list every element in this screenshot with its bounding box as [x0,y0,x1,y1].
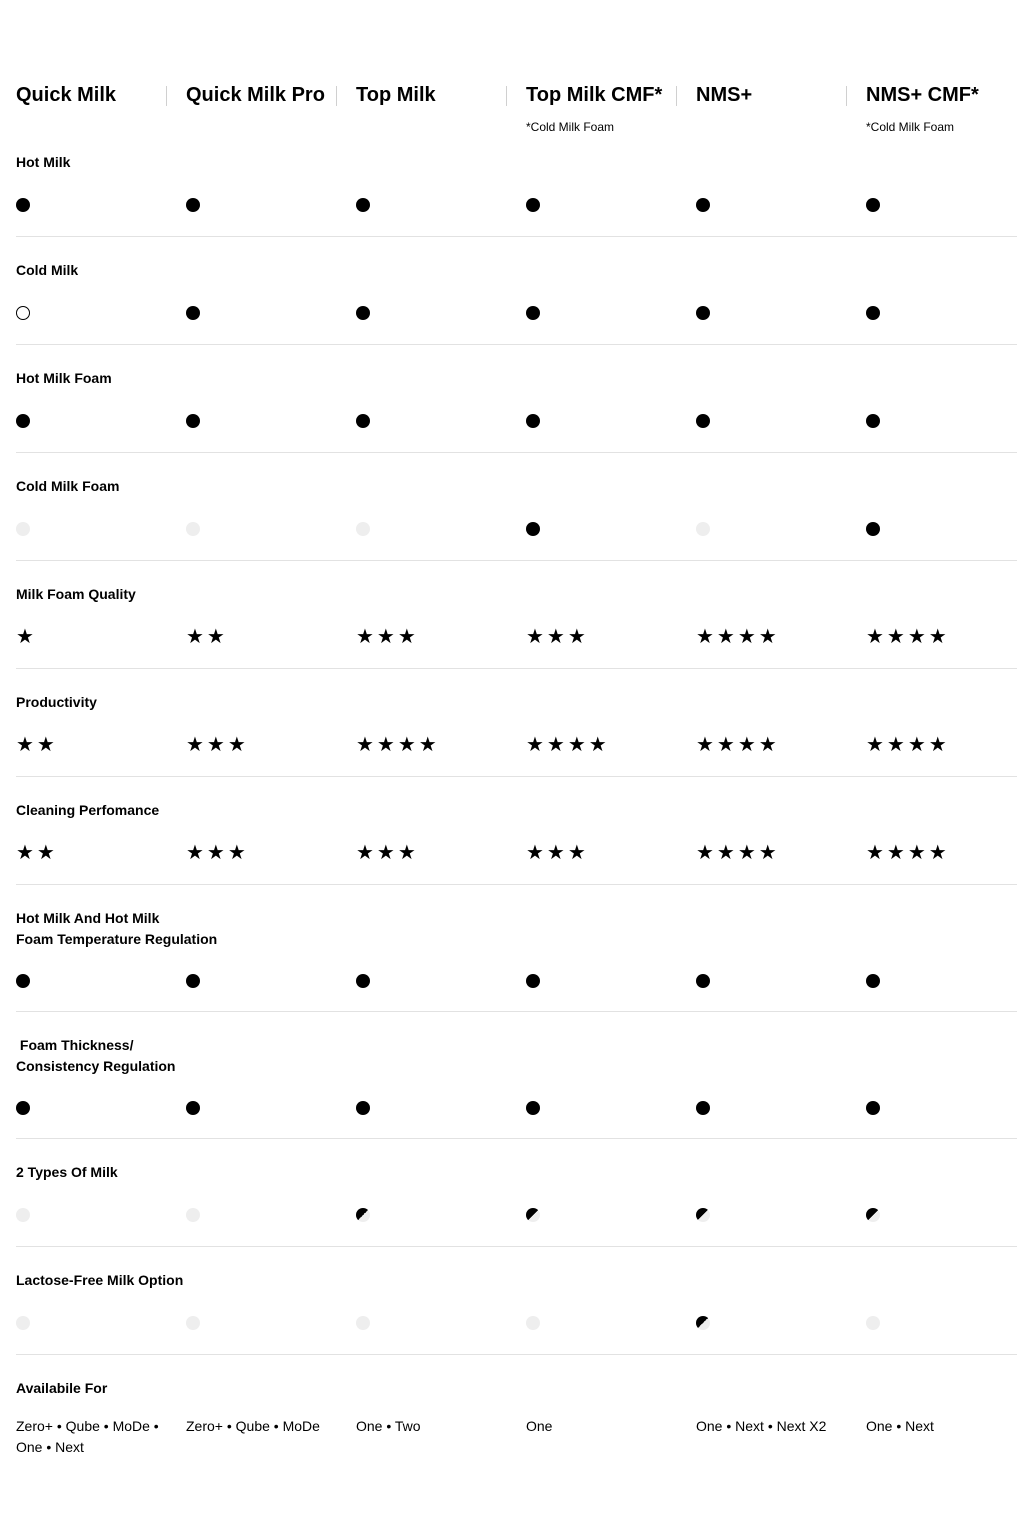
table-cell [16,1101,186,1115]
table-cell [186,522,356,536]
row-label: Cleaning Perfomance [16,802,160,818]
row-label: Milk Foam Quality [16,586,136,602]
row-label: Hot Milk [16,154,71,170]
table-cell [356,974,526,988]
table-cell [696,974,866,988]
table-cell [866,414,1033,428]
star-rating: ★★★★ [526,734,610,756]
row-label: Productivity [16,694,97,710]
availability-none-icon [696,522,710,536]
table-cell [16,974,186,988]
table-cell [696,735,866,755]
table-cell [356,1101,526,1115]
table-row-productivity [16,694,1017,777]
star-rating: ★ [16,626,37,648]
column-name: Top Milk CMF* [526,84,663,106]
availability-half-icon [356,1208,370,1222]
availability-half-icon [696,1316,710,1330]
column-name: Quick Milk Pro [186,84,325,106]
table-cell [696,198,866,212]
availability-full-icon [696,974,710,988]
availability-none-icon [16,1208,30,1222]
table-row-milk-foam-quality [16,586,1017,669]
column-footnote: *Cold Milk Foam [866,120,955,134]
availability-text: One • Next • Next X2 [696,1418,827,1434]
column-header-top-milk-cmf [526,84,696,144]
column-divider [846,86,847,106]
table-cell [696,1316,866,1330]
table-cell [16,306,186,320]
availability-none-icon [526,1316,540,1330]
star-rating: ★★★★ [696,842,780,864]
table-cell [16,414,186,428]
availability-full-icon [866,306,880,320]
availability-full-icon [866,414,880,428]
availability-full-icon [526,306,540,320]
availability-full-icon [866,1101,880,1115]
table-cell [356,1208,526,1222]
table-cell [16,198,186,212]
table-cell [186,1208,356,1222]
column-divider [506,86,507,106]
table-row-hot-milk-and-hot-milk-foam-temperature-regulation [16,910,1017,1012]
table-cell [186,735,356,755]
row-label: Lactose-Free Milk Option [16,1272,184,1288]
table-cell [356,1416,526,1437]
table-cell [16,1316,186,1330]
table-cell [866,974,1033,988]
table-cell [356,843,526,863]
row-label-line: Hot Milk And Hot Milk [16,910,160,926]
star-rating: ★★ [186,626,228,648]
column-divider [336,86,337,106]
table-row-cold-milk-foam [16,478,1017,561]
availability-text: Zero+ • Qube • MoDe [186,1418,320,1434]
availability-full-icon [526,414,540,428]
availability-none-icon [16,522,30,536]
table-cell [696,1101,866,1115]
table-cell [866,735,1033,755]
availability-none-icon [186,1208,200,1222]
table-cell [526,522,696,536]
availability-full-icon [186,974,200,988]
star-rating: ★★★ [356,842,419,864]
star-rating: ★★★ [186,842,249,864]
table-cell [866,1416,1033,1437]
row-label-line: Consistency Regulation [16,1058,176,1074]
table-cell [186,198,356,212]
availability-full-icon [866,198,880,212]
table-cell [186,843,356,863]
table-cell [186,1101,356,1115]
table-cell [16,735,186,755]
availability-full-icon [356,974,370,988]
star-rating: ★★★ [526,842,589,864]
column-header-nms-cmf [866,84,1033,144]
table-cell [526,735,696,755]
availability-full-icon [866,522,880,536]
table-cell [356,414,526,428]
table-cell [356,198,526,212]
column-header-quick-milk [16,84,186,144]
table-header [16,84,1033,144]
column-header-quick-milk-pro [186,84,356,144]
availability-full-icon [696,1101,710,1115]
row-label-line: Foam Thickness/ [16,1037,134,1053]
availability-none-icon [186,522,200,536]
table-cell [186,306,356,320]
table-cell [356,735,526,755]
availability-half-icon [696,1208,710,1222]
star-rating: ★★★★ [866,842,950,864]
availability-text: One [526,1418,553,1434]
availability-full-icon [526,522,540,536]
availability-full-icon [356,198,370,212]
column-name: Top Milk [356,84,436,106]
availability-none-icon [356,522,370,536]
table-cell [356,627,526,647]
table-cell [526,974,696,988]
table-cell [696,1208,866,1222]
table-cell [696,1416,866,1437]
table-row-2-types-of-milk [16,1164,1017,1247]
table-cell [866,627,1033,647]
availability-full-icon [356,1101,370,1115]
table-cell [526,1416,696,1437]
availability-full-icon [696,198,710,212]
column-name: Quick Milk [16,84,117,106]
availability-full-icon [526,1101,540,1115]
table-cell [16,522,186,536]
availability-empty-icon [16,306,30,320]
table-cell [526,1101,696,1115]
table-cell [356,306,526,320]
availability-text: One • Next [866,1418,934,1434]
table-row-availabile-for [16,1380,1017,1470]
column-header-nms [696,84,866,144]
table-cell [866,843,1033,863]
table-cell [526,627,696,647]
availability-full-icon [16,974,30,988]
table-cell [186,974,356,988]
table-cell [526,198,696,212]
row-label [16,908,217,950]
table-cell [696,522,866,536]
table-cell [866,1208,1033,1222]
table-cell [526,306,696,320]
table-cell [866,1101,1033,1115]
table-cell [186,627,356,647]
availability-full-icon [696,414,710,428]
star-rating: ★★★ [186,734,249,756]
availability-full-icon [16,198,30,212]
table-row-foam-thickness-consistency-regulation [16,1037,1017,1139]
table-row-hot-milk-foam [16,370,1017,453]
availability-text: One • Two [356,1418,421,1434]
row-label: Availabile For [16,1380,108,1396]
availability-text: Zero+ • Qube • MoDe • One • Next [16,1418,159,1455]
availability-full-icon [356,306,370,320]
column-footnote: *Cold Milk Foam [526,120,615,134]
availability-full-icon [696,306,710,320]
table-cell [186,1316,356,1330]
row-label: Hot Milk Foam [16,370,112,386]
table-cell [16,843,186,863]
table-row-cold-milk [16,262,1017,345]
availability-full-icon [186,198,200,212]
star-rating: ★★★ [356,626,419,648]
table-row-cleaning-perfomance [16,802,1017,885]
column-name: NMS+ [696,84,753,106]
availability-full-icon [866,974,880,988]
row-label [16,1035,175,1077]
table-cell [696,627,866,647]
availability-half-icon [866,1208,880,1222]
availability-full-icon [186,414,200,428]
star-rating: ★★★★ [866,734,950,756]
star-rating: ★★★★ [356,734,440,756]
availability-full-icon [16,1101,30,1115]
column-divider [676,86,677,106]
table-cell [866,1316,1033,1330]
table-cell [526,843,696,863]
row-label: Cold Milk [16,262,79,278]
star-rating: ★★★★ [866,626,950,648]
availability-none-icon [186,1316,200,1330]
row-label-line: Foam Temperature Regulation [16,931,218,947]
availability-full-icon [16,414,30,428]
column-header-top-milk [356,84,526,144]
availability-none-icon [16,1316,30,1330]
table-cell [696,843,866,863]
table-cell [186,414,356,428]
table-row-lactose-free-milk-option [16,1272,1017,1355]
row-label: 2 Types Of Milk [16,1164,118,1180]
row-label: Cold Milk Foam [16,478,120,494]
table-cell [186,1416,356,1437]
table-cell [696,306,866,320]
table-cell [526,1316,696,1330]
availability-full-icon [526,198,540,212]
star-rating: ★★★★ [696,734,780,756]
column-name: NMS+ CMF* [866,84,979,106]
availability-full-icon [356,414,370,428]
table-cell [16,1208,186,1222]
table-cell [526,414,696,428]
table-cell [866,522,1033,536]
table-cell [526,1208,696,1222]
availability-half-icon [526,1208,540,1222]
star-rating: ★★ [16,842,58,864]
table-cell [356,522,526,536]
column-divider [166,86,167,106]
star-rating: ★★ [16,734,58,756]
star-rating: ★★★ [526,626,589,648]
availability-full-icon [526,974,540,988]
availability-none-icon [356,1316,370,1330]
table-cell [16,627,186,647]
star-rating: ★★★★ [696,626,780,648]
table-cell [866,306,1033,320]
availability-full-icon [186,306,200,320]
table-cell [866,198,1033,212]
availability-full-icon [186,1101,200,1115]
table-cell [16,1416,186,1458]
table-row-hot-milk [16,154,1017,237]
table-cell [356,1316,526,1330]
availability-none-icon [866,1316,880,1330]
table-cell [696,414,866,428]
